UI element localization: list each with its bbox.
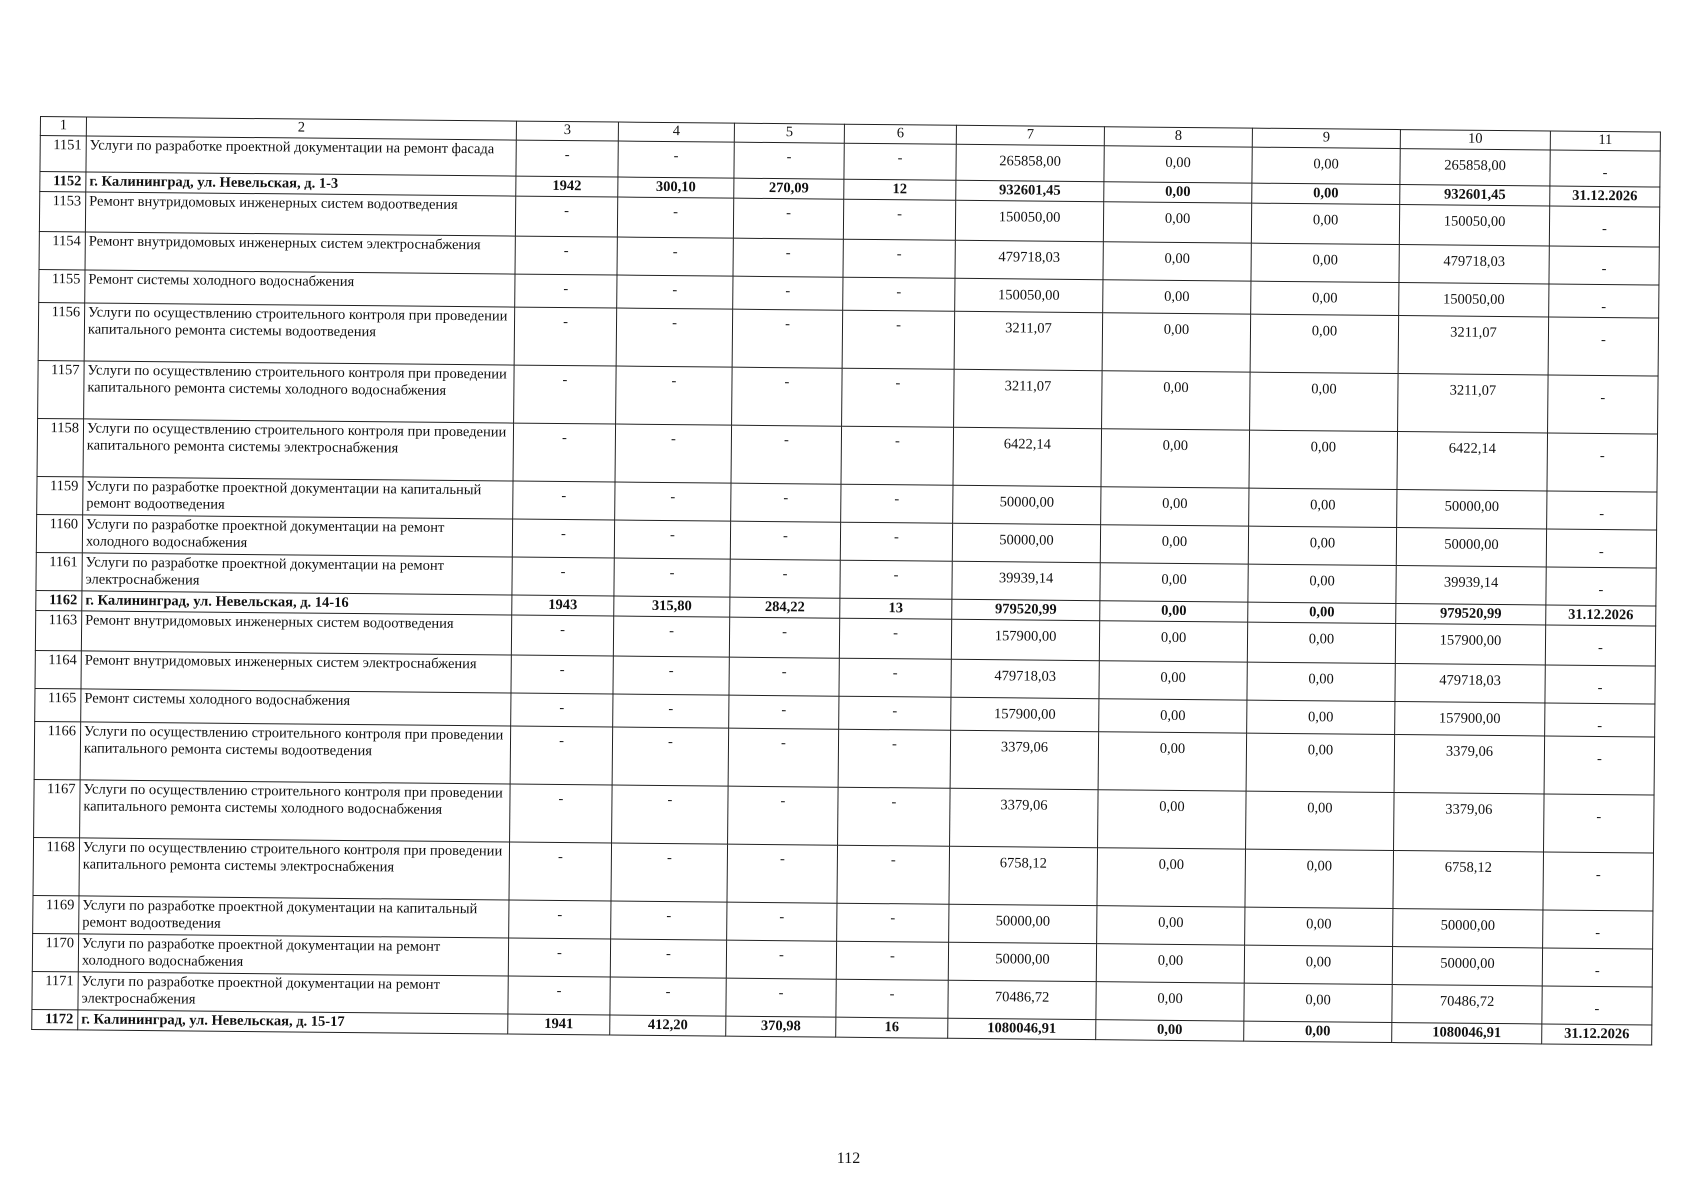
fund-cost-cell: 0,00 xyxy=(1101,429,1250,488)
living-area-cell: - xyxy=(733,276,843,310)
work-description-cell: Ремонт внутридомовых инженерных систем электроснабжения xyxy=(81,651,511,693)
residents-cell: - xyxy=(839,618,951,659)
living-area-cell: - xyxy=(729,695,839,729)
budget-cost-cell: 0,00 xyxy=(1250,314,1399,373)
living-area-cell: - xyxy=(726,978,836,1017)
residents-cell: - xyxy=(837,845,950,904)
budget-cost-cell: 0,00 xyxy=(1251,243,1399,282)
owner-cost-cell: 3379,06 xyxy=(1394,793,1545,852)
header-cell-7: 7 xyxy=(956,125,1104,145)
work-description-cell: Услуги по осуществлению строительного контроля при проведении капитального ремонта системы электроснабжения xyxy=(83,419,514,481)
total-area-cell: - xyxy=(615,482,731,521)
work-description-cell: Услуги по разработке проектной документации на ремонт фасада xyxy=(86,136,516,176)
total-cost-cell: 150050,00 xyxy=(955,200,1103,241)
deadline-cell: - xyxy=(1543,852,1654,911)
living-area-cell: - xyxy=(730,521,840,560)
total-cost-cell: 3211,07 xyxy=(954,369,1103,428)
budget-cost-cell: 0,00 xyxy=(1244,983,1392,1022)
year-built-cell: - xyxy=(511,693,613,727)
work-description-cell: г. Калининград, ул. Невельская, д. 1-3 xyxy=(86,172,516,196)
work-description-cell: Услуги по осуществлению строительного контроля при проведении капитального ремонта системы водоотведения xyxy=(84,303,515,365)
row-number-cell: 1167 xyxy=(34,779,81,837)
total-area-cell: - xyxy=(613,656,729,695)
year-built-cell: - xyxy=(509,842,612,901)
total-area-cell: - xyxy=(616,308,733,367)
deadline-cell: - xyxy=(1545,703,1655,737)
work-description-cell: г. Калининград, ул. Невельская, д. 14-16 xyxy=(82,591,512,615)
total-cost-cell: 265858,00 xyxy=(956,144,1104,181)
deadline-cell: 31.12.2026 xyxy=(1546,605,1656,626)
total-cost-cell: 3211,07 xyxy=(954,311,1103,370)
row-number-cell: 1168 xyxy=(33,837,80,895)
deadline-cell: - xyxy=(1549,246,1659,285)
work-description-cell: Ремонт системы холодного водоснабжения xyxy=(85,270,515,307)
budget-cost-cell: 0,00 xyxy=(1245,907,1393,946)
budget-cost-cell: 0,00 xyxy=(1247,622,1395,663)
work-description-cell: Услуги по разработке проектной документации на ремонт холодного водоснабжения xyxy=(78,934,508,976)
fund-cost-cell: 0,00 xyxy=(1100,525,1248,564)
total-cost-cell: 50000,00 xyxy=(948,942,1096,981)
total-area-cell: - xyxy=(611,843,728,902)
total-area-cell: - xyxy=(613,694,729,728)
year-built-cell: - xyxy=(510,784,613,843)
fund-cost-cell: 0,00 xyxy=(1098,732,1247,791)
year-built-cell: - xyxy=(514,307,617,366)
header-cell-2: 2 xyxy=(86,117,516,140)
row-number-cell: 1152 xyxy=(40,172,86,192)
living-area-cell: - xyxy=(727,844,838,903)
row-number-cell: 1169 xyxy=(33,895,79,933)
fund-cost-cell: 0,00 xyxy=(1096,982,1244,1021)
residents-cell: - xyxy=(839,658,951,697)
living-area-cell: 370,98 xyxy=(726,1016,836,1037)
total-cost-cell: 3379,06 xyxy=(950,730,1099,789)
residents-cell: - xyxy=(840,560,952,599)
deadline-cell: - xyxy=(1544,794,1655,853)
header-cell-5: 5 xyxy=(734,123,844,143)
total-cost-cell: 1080046,91 xyxy=(948,1018,1096,1039)
total-area-cell: 315,80 xyxy=(614,596,730,617)
fund-cost-cell: 0,00 xyxy=(1101,487,1249,526)
budget-cost-cell: 0,00 xyxy=(1247,662,1395,701)
living-area-cell: - xyxy=(732,309,843,368)
budget-cost-cell: 0,00 xyxy=(1248,564,1396,603)
year-built-cell: - xyxy=(513,423,616,482)
total-cost-cell: 50000,00 xyxy=(953,485,1101,524)
owner-cost-cell: 150050,00 xyxy=(1399,205,1549,246)
total-area-cell: - xyxy=(616,366,733,425)
deadline-cell: - xyxy=(1549,284,1659,318)
budget-cost-cell: 0,00 xyxy=(1245,849,1394,908)
work-description-cell: Услуги по осуществлению строительного контроля при проведении капитального ремонта системы холодного водоснабжения xyxy=(80,780,511,842)
total-area-cell: - xyxy=(617,197,733,238)
residents-cell: - xyxy=(843,239,955,278)
work-description-cell: Услуги по осуществлению строительного контроля при проведении капитального ремонта системы водоотведения xyxy=(80,722,511,784)
work-description-cell: Ремонт внутридомовых инженерных систем водоотведения xyxy=(81,611,511,655)
deadline-cell: - xyxy=(1545,625,1655,666)
deadline-cell: 31.12.2026 xyxy=(1550,186,1660,207)
budget-cost-cell: 0,00 xyxy=(1246,791,1395,850)
budget-cost-cell: 0,00 xyxy=(1248,602,1396,623)
work-description-cell: Услуги по разработке проектной документации на ремонт электроснабжения xyxy=(82,553,512,595)
work-description-cell: г. Калининград, ул. Невельская, д. 15-17 xyxy=(78,1010,508,1034)
fund-cost-cell: 0,00 xyxy=(1096,1020,1244,1041)
fund-cost-cell: 0,00 xyxy=(1103,202,1251,243)
fund-cost-cell: 0,00 xyxy=(1097,906,1245,945)
work-description-cell: Услуги по разработке проектной документации на капитальный ремонт водоотведения xyxy=(83,477,513,519)
fund-cost-cell: 0,00 xyxy=(1104,182,1252,203)
row-number-cell: 1163 xyxy=(35,610,81,650)
total-area-cell: - xyxy=(617,237,733,276)
deadline-cell: - xyxy=(1543,910,1653,949)
total-area-cell: 300,10 xyxy=(618,177,734,198)
total-area-cell: - xyxy=(615,424,732,483)
residents-cell: - xyxy=(838,729,951,788)
living-area-cell: - xyxy=(733,238,843,277)
row-number-cell: 1160 xyxy=(36,514,82,552)
header-cell-8: 8 xyxy=(1104,127,1252,147)
owner-cost-cell: 3379,06 xyxy=(1394,735,1545,794)
work-description-cell: Услуги по осуществлению строительного контроля при проведении капитального ремонта системы электроснабжения xyxy=(79,838,510,900)
total-cost-cell: 39939,14 xyxy=(952,561,1100,600)
owner-cost-cell: 39939,14 xyxy=(1396,566,1546,605)
year-built-cell: - xyxy=(515,274,617,308)
total-cost-cell: 932601,45 xyxy=(956,180,1104,201)
budget-cost-cell: 0,00 xyxy=(1248,526,1396,565)
budget-cost-cell: 0,00 xyxy=(1246,733,1395,792)
header-cell-11: 11 xyxy=(1550,131,1660,151)
owner-cost-cell: 265858,00 xyxy=(1400,149,1550,186)
year-built-cell: - xyxy=(510,726,613,785)
year-built-cell: 1941 xyxy=(508,1014,610,1035)
table-body xyxy=(32,117,1661,1046)
living-area-cell: - xyxy=(728,728,839,787)
fund-cost-cell: 0,00 xyxy=(1097,848,1246,907)
total-area-cell: - xyxy=(617,275,733,309)
total-area-cell: - xyxy=(614,558,730,597)
owner-cost-cell: 6422,14 xyxy=(1397,432,1548,491)
residents-cell: - xyxy=(842,310,955,369)
deadline-cell: - xyxy=(1542,986,1652,1025)
owner-cost-cell: 50000,00 xyxy=(1392,947,1542,986)
work-description-cell: Ремонт системы холодного водоснабжения xyxy=(81,689,511,726)
work-description-cell: Ремонт внутридомовых инженерных систем электроснабжения xyxy=(85,232,515,274)
living-area-cell: - xyxy=(729,657,839,696)
living-area-cell: - xyxy=(734,142,844,179)
living-area-cell: - xyxy=(731,483,841,522)
deadline-cell: - xyxy=(1550,150,1660,187)
year-built-cell: - xyxy=(516,140,618,177)
residents-cell: - xyxy=(843,199,955,240)
residents-cell: - xyxy=(836,979,948,1018)
year-built-cell: - xyxy=(508,976,610,1015)
header-cell-6: 6 xyxy=(844,124,956,144)
residents-cell: - xyxy=(844,143,956,180)
year-built-cell: - xyxy=(512,519,614,558)
fund-cost-cell: 0,00 xyxy=(1100,601,1248,622)
budget-cost-cell: 0,00 xyxy=(1247,700,1395,734)
header-cell-9: 9 xyxy=(1252,128,1400,148)
budget-cost-cell: 0,00 xyxy=(1251,203,1399,244)
owner-cost-cell: 479718,03 xyxy=(1395,664,1545,703)
row-number-cell: 1158 xyxy=(37,418,84,476)
year-built-cell: - xyxy=(513,481,615,520)
row-number-cell: 1171 xyxy=(32,971,78,1009)
year-built-cell: - xyxy=(512,557,614,596)
owner-cost-cell: 50000,00 xyxy=(1393,909,1543,948)
document-sheet xyxy=(31,116,1660,1046)
budget-cost-cell: 0,00 xyxy=(1244,1021,1392,1042)
residents-cell: - xyxy=(842,368,955,427)
owner-cost-cell: 479718,03 xyxy=(1399,245,1549,284)
owner-cost-cell: 157900,00 xyxy=(1395,702,1545,736)
residents-cell: - xyxy=(841,484,953,523)
owner-cost-cell: 50000,00 xyxy=(1396,528,1546,567)
owner-cost-cell: 150050,00 xyxy=(1399,283,1549,317)
residents-cell: 12 xyxy=(844,179,956,200)
row-number-cell: 1172 xyxy=(32,1009,78,1029)
total-area-cell: - xyxy=(612,727,729,786)
row-number-cell: 1157 xyxy=(38,360,85,418)
total-cost-cell: 3379,06 xyxy=(950,788,1099,847)
total-cost-cell: 157900,00 xyxy=(951,619,1099,660)
living-area-cell: 270,09 xyxy=(734,178,844,199)
owner-cost-cell: 157900,00 xyxy=(1395,624,1545,665)
work-description-cell: Ремонт внутридомовых инженерных систем водоотведения xyxy=(85,192,515,236)
living-area-cell: - xyxy=(732,367,843,426)
total-cost-cell: 70486,72 xyxy=(948,980,1096,1019)
fund-cost-cell: 0,00 xyxy=(1102,371,1251,430)
residents-cell: - xyxy=(836,941,948,980)
owner-cost-cell: 3211,07 xyxy=(1398,374,1549,433)
fund-cost-cell: 0,00 xyxy=(1102,313,1251,372)
living-area-cell: - xyxy=(733,198,843,239)
header-cell-4: 4 xyxy=(618,122,734,142)
budget-cost-cell: 0,00 xyxy=(1244,945,1392,984)
year-built-cell: 1942 xyxy=(516,176,618,197)
header-cell-10: 10 xyxy=(1400,130,1550,150)
year-built-cell: - xyxy=(515,236,617,275)
total-cost-cell: 979520,99 xyxy=(952,599,1100,620)
living-area-cell: 284,22 xyxy=(730,597,840,618)
row-number-cell: 1154 xyxy=(39,231,85,269)
fund-cost-cell: 0,00 xyxy=(1103,242,1251,281)
row-number-cell: 1159 xyxy=(37,476,83,514)
living-area-cell: - xyxy=(730,559,840,598)
residents-cell: - xyxy=(837,903,949,942)
row-number-cell: 1165 xyxy=(35,688,81,721)
fund-cost-cell: 0,00 xyxy=(1104,146,1252,183)
total-area-cell: - xyxy=(610,939,726,978)
total-cost-cell: 50000,00 xyxy=(949,904,1097,943)
work-description-cell: Услуги по разработке проектной документации на ремонт холодного водоснабжения xyxy=(82,515,512,557)
living-area-cell: - xyxy=(728,786,839,845)
residents-cell: - xyxy=(838,787,951,846)
row-number-cell: 1156 xyxy=(38,302,85,360)
fund-cost-cell: 0,00 xyxy=(1100,563,1248,602)
year-built-cell: - xyxy=(514,365,617,424)
total-cost-cell: 150050,00 xyxy=(955,278,1103,312)
work-description-cell: Услуги по разработке проектной документации на капитальный ремонт водоотведения xyxy=(79,896,509,938)
owner-cost-cell: 70486,72 xyxy=(1392,985,1542,1024)
owner-cost-cell: 932601,45 xyxy=(1400,185,1550,206)
total-cost-cell: 479718,03 xyxy=(955,240,1103,279)
deadline-cell: 31.12.2026 xyxy=(1542,1024,1652,1045)
residents-cell: - xyxy=(839,696,951,730)
work-description-cell: Услуги по разработке проектной документации на ремонт электроснабжения xyxy=(78,972,508,1014)
header-cell-1: 1 xyxy=(40,117,86,136)
owner-cost-cell: 6758,12 xyxy=(1393,851,1544,910)
residents-cell: - xyxy=(843,277,955,311)
work-description-cell: Услуги по осуществлению строительного контроля при проведении капитального ремонта системы холодного водоснабжения xyxy=(84,361,515,423)
page-number: 112 xyxy=(836,1150,861,1167)
fund-cost-cell: 0,00 xyxy=(1099,661,1247,700)
owner-cost-cell: 3211,07 xyxy=(1398,316,1549,375)
header-cell-3: 3 xyxy=(516,121,618,141)
total-cost-cell: 6422,14 xyxy=(953,427,1102,486)
owner-cost-cell: 50000,00 xyxy=(1397,490,1547,529)
year-built-cell: 1943 xyxy=(512,595,614,616)
total-area-cell: - xyxy=(618,141,734,178)
year-built-cell: - xyxy=(508,938,610,977)
deadline-cell: - xyxy=(1547,491,1657,530)
deadline-cell: - xyxy=(1548,317,1659,376)
total-cost-cell: 157900,00 xyxy=(951,697,1099,731)
row-number-cell: 1153 xyxy=(39,192,85,232)
residents-cell: 16 xyxy=(836,1017,948,1038)
repair-schedule-table xyxy=(31,116,1661,1046)
deadline-cell: - xyxy=(1546,529,1656,568)
total-cost-cell: 50000,00 xyxy=(952,523,1100,562)
budget-cost-cell: 0,00 xyxy=(1252,183,1400,204)
row-number-cell: 1161 xyxy=(36,552,82,590)
budget-cost-cell: 0,00 xyxy=(1252,147,1400,184)
total-area-cell: - xyxy=(612,785,729,844)
year-built-cell: - xyxy=(511,655,613,694)
deadline-cell: - xyxy=(1545,665,1655,704)
total-area-cell: - xyxy=(613,616,729,657)
row-number-cell: 1162 xyxy=(36,590,82,610)
residents-cell: - xyxy=(841,426,954,485)
budget-cost-cell: 0,00 xyxy=(1251,281,1399,315)
row-number-cell: 1155 xyxy=(39,269,85,302)
fund-cost-cell: 0,00 xyxy=(1099,699,1247,733)
row-number-cell: 1166 xyxy=(34,721,81,779)
deadline-cell: - xyxy=(1548,375,1659,434)
total-area-cell: - xyxy=(611,901,727,940)
deadline-cell: - xyxy=(1547,433,1658,492)
budget-cost-cell: 0,00 xyxy=(1249,430,1398,489)
living-area-cell: - xyxy=(731,425,842,484)
row-number-cell: 1170 xyxy=(32,933,78,971)
year-built-cell: - xyxy=(509,900,611,939)
row-number-cell: 1164 xyxy=(35,650,81,688)
deadline-cell: - xyxy=(1546,567,1656,606)
living-area-cell: - xyxy=(729,617,839,658)
total-cost-cell: 6758,12 xyxy=(949,846,1098,905)
owner-cost-cell: 979520,99 xyxy=(1396,604,1546,625)
residents-cell: - xyxy=(840,522,952,561)
fund-cost-cell: 0,00 xyxy=(1103,280,1251,314)
fund-cost-cell: 0,00 xyxy=(1098,790,1247,849)
budget-cost-cell: 0,00 xyxy=(1249,488,1397,527)
deadline-cell: - xyxy=(1544,736,1655,795)
budget-cost-cell: 0,00 xyxy=(1250,372,1399,431)
deadline-cell: - xyxy=(1542,948,1652,987)
owner-cost-cell: 1080046,91 xyxy=(1392,1023,1542,1044)
row-number-cell: 1151 xyxy=(40,136,86,172)
fund-cost-cell: 0,00 xyxy=(1096,944,1244,983)
year-built-cell: - xyxy=(511,615,613,656)
total-area-cell: - xyxy=(614,520,730,559)
total-cost-cell: 479718,03 xyxy=(951,659,1099,698)
total-area-cell: - xyxy=(610,977,726,1016)
deadline-cell: - xyxy=(1549,206,1659,247)
living-area-cell: - xyxy=(726,940,836,979)
residents-cell: 13 xyxy=(840,598,952,619)
living-area-cell: - xyxy=(727,902,837,941)
total-area-cell: 412,20 xyxy=(610,1015,726,1036)
year-built-cell: - xyxy=(515,196,617,237)
fund-cost-cell: 0,00 xyxy=(1099,621,1247,662)
